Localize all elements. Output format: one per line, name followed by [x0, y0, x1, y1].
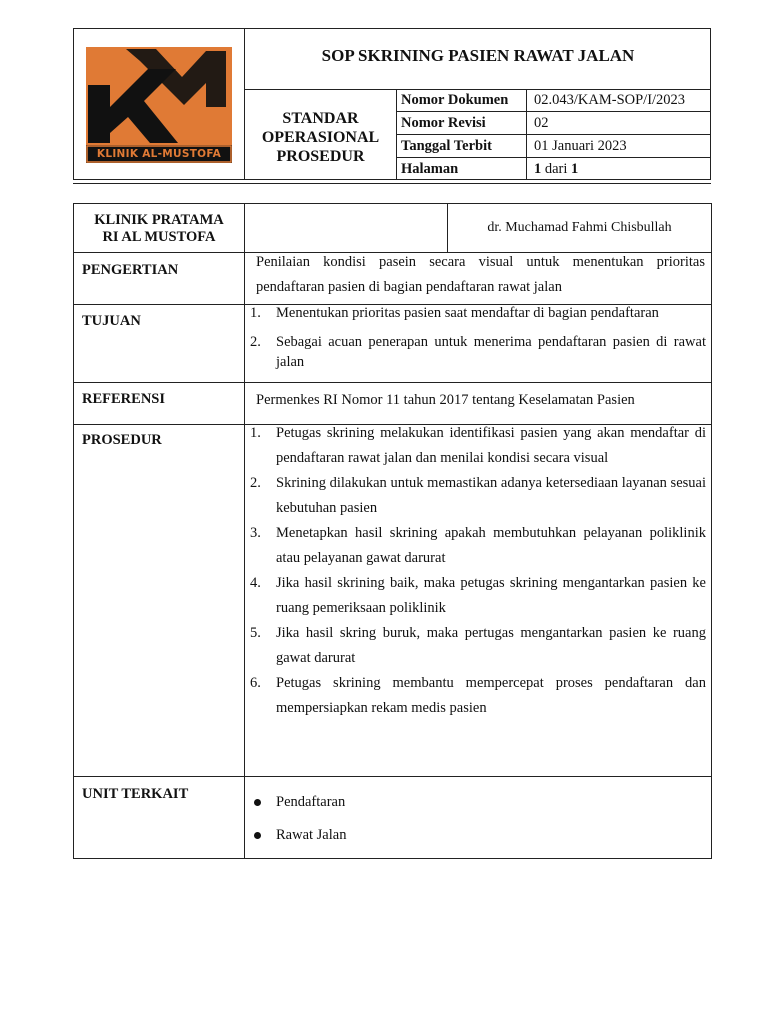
section-label-unit-terkait: UNIT TERKAIT	[82, 786, 189, 802]
section-label-tujuan: TUJUAN	[82, 313, 141, 329]
meta-label-nomor-revisi: Nomor Revisi	[401, 115, 486, 131]
prosedur-item: 2. Skrining dilakukan untuk memastikan adanya ketersediaan layanan sesuai kebutuhan pasien	[250, 475, 706, 516]
org-name: KLINIK PRATAMA RI AL MUSTOFA	[94, 212, 224, 245]
unit-terkait-list	[246, 794, 706, 860]
page-number: 1 dari 1	[534, 161, 579, 177]
pengertian-text: Penilaian kondisi pasein secara visual untuk menentukan prioritas pendaftaran pasien di bagian pendaftaran rawat jalan	[256, 254, 705, 295]
unit-item: Rawat Jalan	[246, 827, 706, 860]
meta-label-nomor-dokumen: Nomor Dokumen	[401, 92, 509, 108]
prosedur-item: 5. Jika hasil skring buruk, maka pertugas mengantarkan pasien ke ruang gawat darurat	[250, 625, 706, 666]
prosedur-item: 1. Petugas skrining melakukan identifikasi pasien yang akan mendaftar di pendaftaran rawat jalan dan menilai kondisi secara visual	[250, 425, 706, 466]
prosedur-item: 4. Jika hasil skrining baik, maka petugas skrining mengantarkan pasien ke ruang pemeriksaan poliklinik	[250, 575, 706, 616]
standard-label: STANDAR OPERASIONAL PROSEDUR	[261, 110, 380, 165]
referensi-text: Permenkes RI Nomor 11 tahun 2017 tentang Keselamatan Pasien	[256, 392, 635, 408]
tujuan-item: 2. Sebagai acuan penerapan untuk menerima pendaftaran pasien di rawat jalan	[250, 334, 706, 370]
meta-value-tanggal-terbit: 01 Januari 2023	[534, 138, 627, 154]
header-divider	[73, 183, 711, 184]
tujuan-list	[246, 304, 706, 372]
tujuan-item: 1. Menentukan prioritas pasien saat mendaftar di bagian pendaftaran	[250, 305, 659, 321]
header-table	[73, 28, 711, 180]
meta-value-nomor-dokumen: 02.043/KAM-SOP/I/2023	[534, 92, 686, 108]
meta-value-nomor-revisi: 02	[534, 115, 549, 131]
unit-item: Pendaftaran	[246, 794, 706, 827]
prosedur-item: 6. Petugas skrining membantu mempercepat proses pendaftaran dan mempersiapkan rekam medis pasien	[250, 675, 706, 716]
clinic-logo	[86, 47, 232, 163]
meta-label-tanggal-terbit: Tanggal Terbit	[401, 138, 492, 154]
sop-table	[73, 203, 712, 859]
prosedur-list	[246, 421, 706, 721]
document-title: SOP SKRINING PASIEN RAWAT JALAN	[321, 46, 635, 65]
logo-text: KLINIK AL-MUSTOFA	[96, 148, 222, 160]
prosedur-item: 3. Menetapkan hasil skrining apakah membutuhkan pelayanan poliklinik atau pelayanan gawat darurat	[250, 525, 706, 566]
section-label-pengertian: PENGERTIAN	[82, 262, 179, 278]
section-label-prosedur: PROSEDUR	[82, 432, 162, 448]
meta-label-halaman: Halaman	[401, 161, 459, 177]
section-label-referensi: REFERENSI	[82, 391, 165, 407]
signatory-name: dr. Muchamad Fahmi Chisbullah	[487, 220, 672, 235]
